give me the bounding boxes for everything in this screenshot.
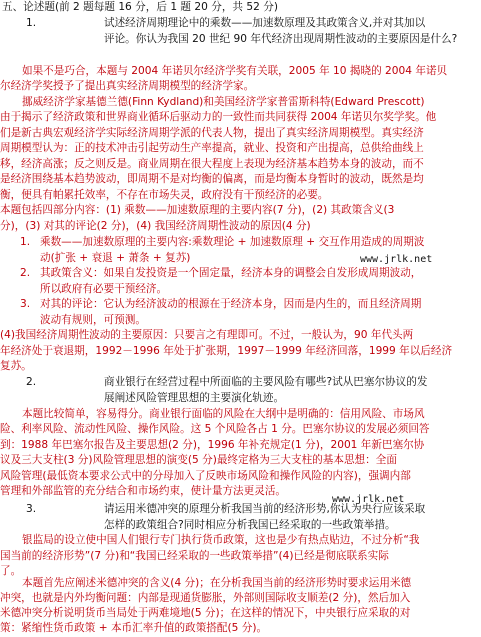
- q3-final-line: 冲突，也就是内外均衡问题：内部是现通货膨胀，外部则国际收支顺差(2 分)，然后加入: [0, 592, 411, 604]
- q2-text-line-2: 展阐述风险管理思想的主要演化轨迹。: [104, 392, 285, 404]
- q1-point-line: 动(扩张 + 衰退 + 萧条 + 复苏): [40, 252, 191, 264]
- q1-outline-line-2: 分)，(3) 对其的评论(2 分)，(4) 我国经济周期性波动的原因(4 分): [0, 220, 311, 232]
- q1-answer-line: 挪威经济学家基德兰德(Finn Kydland)和美国经济学家普雷斯科特(Edward Prescott): [22, 96, 425, 108]
- q1-point-line: 所以政府有必要干预经济。: [40, 283, 168, 295]
- q1-answer-line: 尔经济学奖授予了提出真实经济周期模型的经济学家。: [0, 80, 255, 92]
- q1-reason-line: (4)我国经济周期性波动的主要原因：只要言之有理即可。不过，一般认为，90 年代头两: [0, 329, 414, 341]
- q1-answer-line: 衡，便具有帕累托效率，不存在市场失灵，政府没有干预经济的必要。: [0, 189, 329, 201]
- q1-point-line: 波动有规则，可预测。: [40, 314, 146, 326]
- q3-answer-line: 国当前的经济形势”(7 分)和“我国已经采取的一些政策举措”(4)已经是彻底联系实际: [0, 550, 389, 562]
- q3-number: 3.: [26, 503, 37, 515]
- q1-number: 1.: [26, 17, 37, 29]
- q1-point-number: 2.: [20, 267, 31, 279]
- q1-outline-line-1: 本题包括四部分内容：(1) 乘数——加速数原理的主要内容(7 分)，(2) 其政策含义(3: [0, 204, 395, 216]
- q2-answer-line: 管理和外部监管的充分结合和市场约束，使计量方法更灵活。: [0, 485, 287, 497]
- q2-answer-line: 议及三大支柱(3 分)风险管理思想的演变(5 分)最终定格为三大支柱的基本思想：全面: [0, 454, 397, 466]
- q1-answer-line: 们是新古典宏观经济学实际经济周期学派的代表人物，提出了真实经济周期模型。真实经济: [0, 127, 424, 139]
- watermark-text: www.jrlk.net: [332, 494, 405, 505]
- q1-text-line-2: 评论。你认为我国 20 世纪 90 年代经济出现周期性波动的主要原因是什么?: [104, 33, 458, 45]
- q3-text-line-2: 怎样的政策组合?同时相应分析我国已经采取的一些政策举措。: [104, 519, 396, 531]
- q2-text-line-1: 商业银行在经营过程中所面临的主要风险有哪些?试从巴塞尔协议的发: [104, 376, 428, 388]
- q1-answer-line: 周期模型认为：正的技术冲击引起劳动生产率提高，就业、投资和产出提高，总供给曲线上: [0, 142, 424, 154]
- q2-answer-line: 本题比较简单，容易得分。商业银行面临的风险在大纲中是明确的：信用风险、市场风: [22, 408, 425, 420]
- q3-text-line-1: 请运用米德冲突的原理分析我国当前的经济形势,你认为央行应该采取: [104, 503, 426, 515]
- q1-point-number: 1.: [20, 236, 31, 248]
- q1-reason-line: 复苏。: [0, 360, 32, 372]
- q3-final-line: 本题首先应阐述米德冲突的含义(4 分)；在分析我国当前的经济形势时要求运用米德: [22, 577, 412, 589]
- q1-answer-line: 由于揭示了经济政策和世界商业循环后驱动力的一致性而共同获得 2004 年诺贝尔奖学奖。他: [0, 111, 437, 123]
- q3-answer-line: 银监局的设立使中国人们银行专门执行货币政策，这也是少有热点贴边，不过分析“我: [22, 534, 420, 546]
- q3-final-line: 米德冲突分析说明货币当局处于两难境地(5 分)；在这样的情况下，中央银行应采取的对: [0, 607, 411, 619]
- q2-answer-line: 险、利率风险、流动性风险、操作风险。这 5 个风险各占 1 分。巴塞尔协议的发展必须回答: [0, 423, 430, 435]
- q1-answer-line: 如果不是巧合，本题与 2004 年诺贝尔经济学奖有关联，2005 年 10 揭晓的 2004 年诺贝: [22, 65, 448, 77]
- q3-answer-line: 了。: [0, 565, 22, 577]
- watermark-text: www.jrlk.net: [360, 254, 433, 265]
- q2-number: 2.: [26, 376, 37, 388]
- q3-final-line: 策：紧缩性货币政策 + 本币汇率升值的政策搭配(5 分)。: [0, 622, 268, 634]
- q1-point-line: 对其的评论：它认为经济波动的根源在于经济本身，因而是内生的，而且经济周期: [40, 298, 422, 310]
- q1-answer-line: 是经济围绕基本趋势波动，即周期不是对均衡的偏离，而是均衡本身暂时的波动，既然是均: [0, 173, 424, 185]
- q1-point-line: 乘数——加速数原理的主要内容:乘数理论 + 加速数原理 + 交互作用造成的周期波: [40, 236, 425, 248]
- q1-point-number: 3.: [20, 298, 31, 310]
- q1-point-line: 其政策含义：如果自发投资是一个固定量，经济本身的调整会自发形成周期波动，: [40, 267, 422, 279]
- section-title: 五、论述题(前 2 题每题 16 分，后 1 题 20 分，共 52 分): [2, 1, 278, 13]
- q1-answer-line: 移，经济高涨；反之则反是。商业周期在很大程度上表现为经济基本趋势本身的波动，而不: [0, 158, 424, 170]
- q1-text-line-1: 试述经济周期理论中的乘数——加速数原理及其政策含义,并对其加以: [104, 17, 426, 29]
- q2-answer-line: 到：1988 年巴塞尔报告及主要思想(2 分)，1996 年补充规定(1 分)，2001 年新巴塞尔协: [0, 439, 425, 451]
- q1-reason-line: 年经济处于衰退期，1992－1996 年处于扩张期，1997－1999 年经济回落，1999 年以后经济: [0, 345, 453, 357]
- q2-answer-line: 风险管理(最低资本要求公式中的分母加入了反映市场风险和操作风险的内容)，强调内部: [0, 470, 411, 482]
